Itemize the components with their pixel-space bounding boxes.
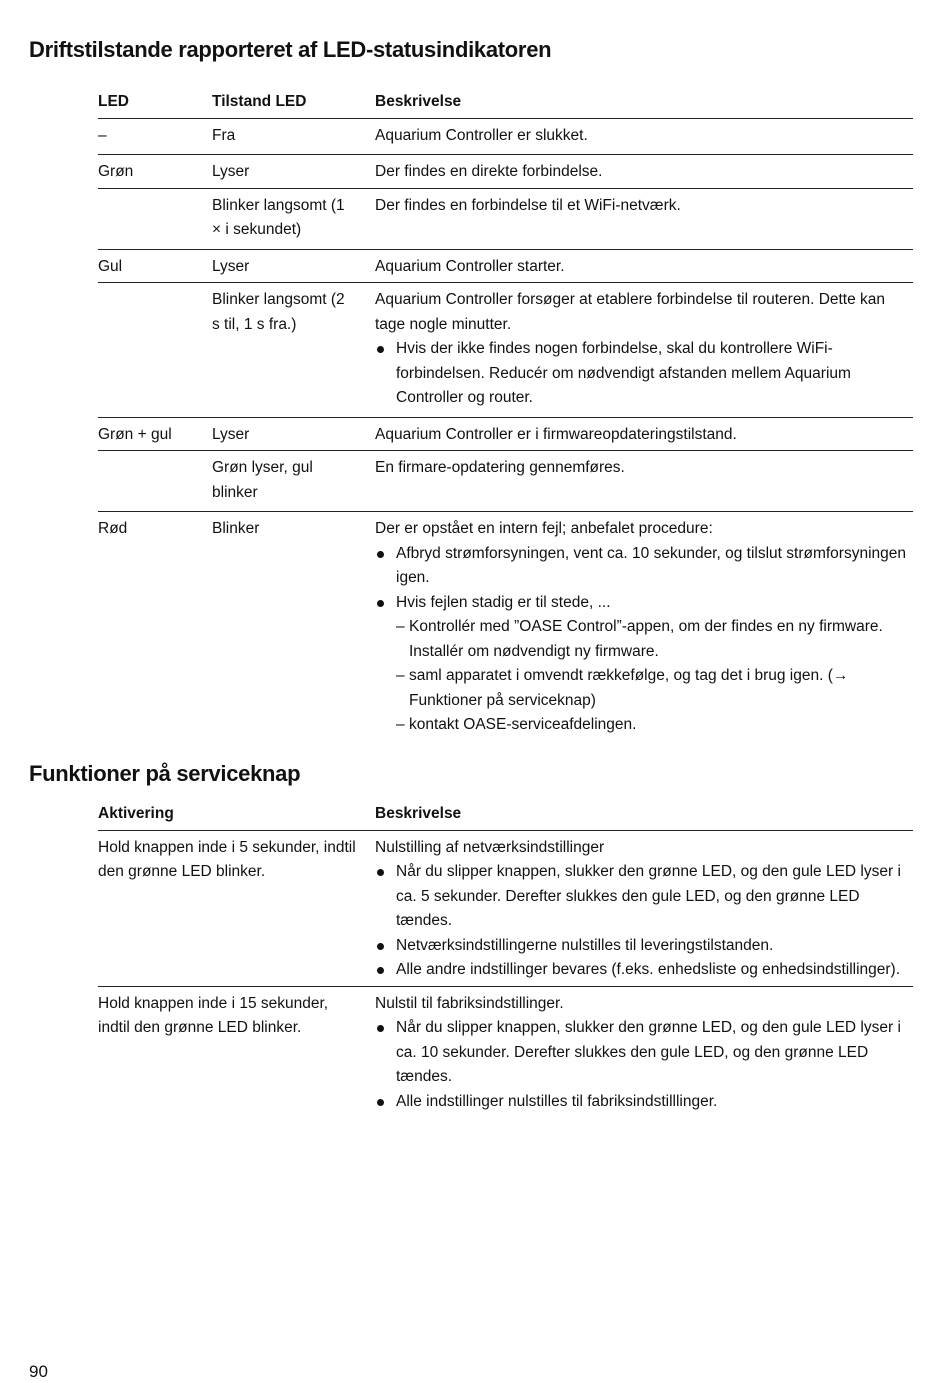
state-cell: Fra <box>212 126 236 144</box>
description-cell: Aquarium Controller er i firmwareopdateringstilstand. <box>375 425 737 443</box>
section-title-led-status: Driftstilstande rapporteret af LED-statusindikatoren <box>29 37 552 62</box>
bullet-item: Netværksindstillingerne nulstilles til leveringstilstanden. <box>375 934 913 959</box>
activation-cell: Hold knappen inde i 5 sekunder, indtil den grønne LED blinker. <box>98 838 356 880</box>
description-cell: Aquarium Controller starter. <box>375 257 565 275</box>
header-state: Tilstand LED <box>212 93 307 110</box>
dash-item: – saml apparatet i omvendt rækkefølge, og tag det i brug igen. (→ Funktioner på serviceknap) <box>396 664 913 713</box>
bullet-item: Når du slipper knappen, slukker den grønne LED, og den gule LED lyser i ca. 10 sekunder. Derefter slukkes den gule LED, og den grønne LED tændes. <box>375 1016 913 1090</box>
activation-cell: Hold knappen inde i 15 sekunder, indtil den grønne LED blinker. <box>98 994 329 1036</box>
table-row <box>98 830 913 986</box>
description-cell: Nulstil til fabriksindstillinger. <box>375 994 564 1012</box>
description-cell: Aquarium Controller forsøger at etablere forbindelse til routeren. Dette kan tage nogle minutter. <box>375 291 886 333</box>
dash-item: – Kontrollér med ”OASE Control”-appen, om der findes en ny firmware. Installér om nødvendigt ny firmware. <box>396 615 913 664</box>
table-row <box>98 986 913 1118</box>
state-cell: Blinker langsomt (2 s til, 1 s fra.) <box>212 291 345 333</box>
led-cell: Rød <box>98 520 128 537</box>
led-cell: Gul <box>98 257 123 275</box>
bullet-item: Afbryd strømforsyningen, vent ca. 10 sekunder, og tilslut strømforsyningen igen. <box>375 542 913 591</box>
state-cell: Grøn lyser, gul blinker <box>212 459 313 501</box>
table-header <box>98 90 913 118</box>
header-description: Beskrivelse <box>375 93 462 110</box>
header-description: Beskrivelse <box>375 805 462 822</box>
header-activation: Aktivering <box>98 805 174 822</box>
bullet-item: Hvis der ikke findes nogen forbindelse, skal du kontrollere WiFi-forbindelsen. Reducér om nødvendigt afstanden mellem Aquarium Controller og router. <box>375 337 913 411</box>
description-cell: Der findes en direkte forbindelse. <box>375 163 603 180</box>
table-row <box>98 417 913 512</box>
page-number: 90 <box>29 1362 48 1381</box>
led-cell: Grøn <box>98 163 134 180</box>
table-row <box>98 511 913 744</box>
bullet-text: Hvis fejlen stadig er til stede, ... <box>396 593 611 611</box>
state-cell: Lyser <box>212 425 250 443</box>
bullet-item: Alle indstillinger nulstilles til fabriksindstilllinger. <box>375 1090 913 1115</box>
table-row <box>98 249 913 417</box>
section-title-service-button: Funktioner på serviceknap <box>29 761 301 786</box>
table-row <box>98 118 913 155</box>
bullet-item: Alle andre indstillinger bevares (f.eks. enhedsliste og enhedsindstillinger). <box>375 958 913 983</box>
state-cell: Lyser <box>212 163 250 180</box>
bullet-item <box>375 591 913 738</box>
dash-item: – kontakt OASE-serviceafdelingen. <box>396 713 913 738</box>
service-button-table <box>98 802 913 1117</box>
state-cell: Blinker <box>212 520 260 537</box>
led-status-table <box>98 90 913 744</box>
description-cell: Der findes en forbindelse til et WiFi-netværk. <box>375 196 681 214</box>
header-led: LED <box>98 93 129 110</box>
description-cell: Nulstilling af netværksindstillinger <box>375 838 605 856</box>
table-header <box>98 802 913 830</box>
description-cell: Der er opstået en intern fejl; anbefalet procedure: <box>375 520 713 537</box>
led-cell: Grøn + gul <box>98 425 172 443</box>
description-cell: Aquarium Controller er slukket. <box>375 126 588 144</box>
bullet-item: Når du slipper knappen, slukker den grønne LED, og den gule LED lyser i ca. 5 sekunder. Derefter slukkes den gule LED, og den grønne LED tændes. <box>375 860 913 934</box>
state-cell: Lyser <box>212 257 250 275</box>
state-cell: Blinker langsomt (1 × i sekundet) <box>212 196 345 238</box>
description-cell: En firmare-opdatering gennemføres. <box>375 459 625 476</box>
led-cell: – <box>98 126 107 144</box>
table-row <box>98 154 913 249</box>
